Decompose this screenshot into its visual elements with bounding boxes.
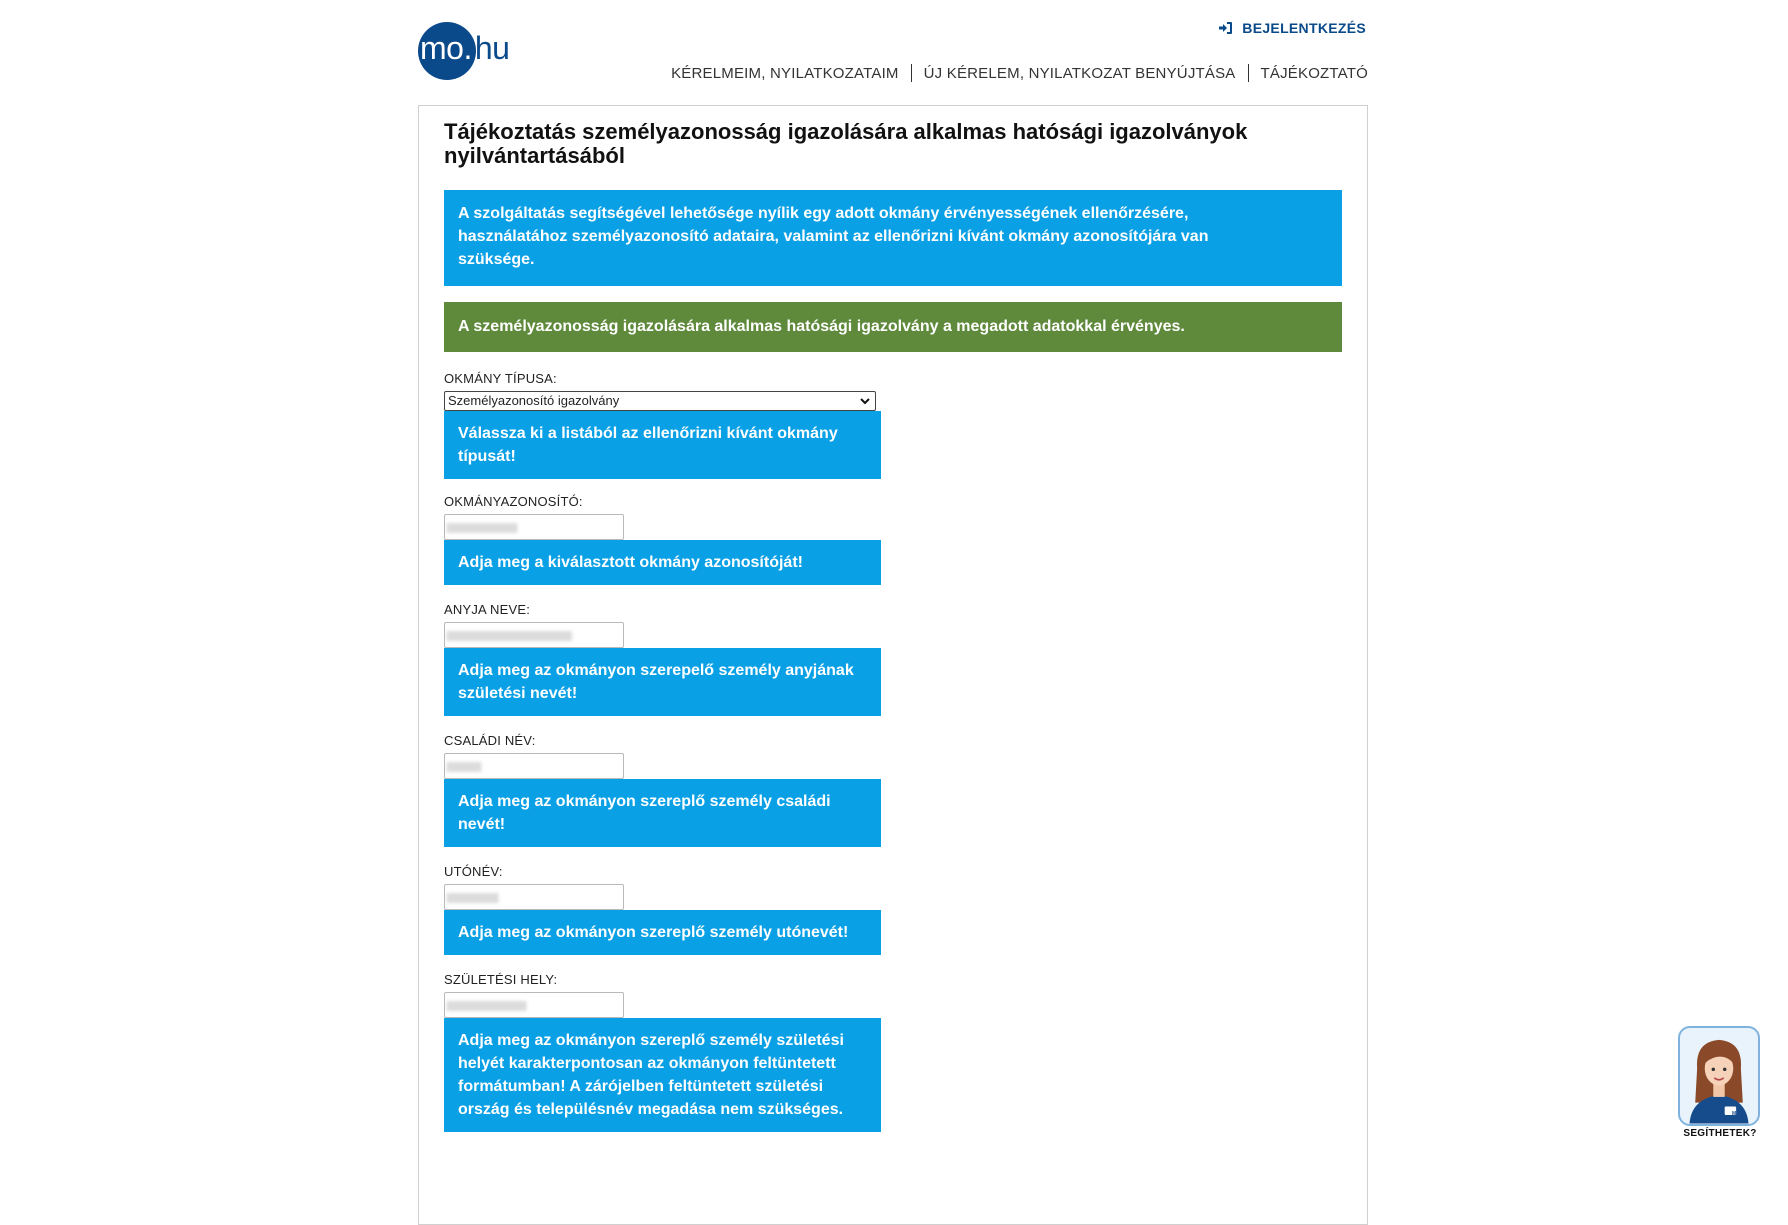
redacted-value: [447, 762, 481, 772]
doc-type-selected: Személyazonosító igazolvány: [448, 393, 620, 408]
doc-id-input[interactable]: [444, 514, 624, 540]
assistant-widget[interactable]: [1678, 1026, 1762, 1139]
family-name-input[interactable]: [444, 753, 624, 779]
redacted-value: [447, 631, 572, 641]
birth-place-label: SZÜLETÉSI HELY:: [444, 972, 558, 987]
site-logo[interactable]: [418, 22, 510, 80]
nav-separator: [1248, 64, 1249, 82]
birth-place-hint: Adja meg az okmányon szereplő személy születési helyét karakterpontosan az okmányon feltüntetett formátumban! A zárójelben feltüntetett születési ország és településnév megadása nem szükséges.: [444, 1018, 881, 1132]
nav-separator: [911, 64, 912, 82]
assistant-avatar: [1678, 1026, 1760, 1126]
doc-type-hint: Válassza ki a listából az ellenőrizni kívánt okmány típusát!: [444, 411, 881, 479]
page-title: Tájékoztatás személyazonosság igazolására alkalmas hatósági igazolványok nyilvántartásából: [444, 119, 1248, 168]
result-success-box: A személyazonosság igazolására alkalmas hatósági igazolvány a megadott adatokkal érvényes.: [444, 302, 1342, 352]
field-doc-type: [444, 370, 1342, 479]
mother-name-input[interactable]: [444, 622, 624, 648]
given-name-label: UTÓNÉV:: [444, 864, 503, 879]
doc-type-label: OKMÁNY TÍPUSA:: [444, 371, 557, 386]
field-birth-place: [444, 971, 1342, 1132]
assistant-badge: MA: [1732, 1111, 1740, 1117]
field-given-name: [444, 863, 1342, 955]
field-family-name: [444, 732, 1342, 847]
field-mother-name: [444, 601, 1342, 716]
doc-id-label: OKMÁNYAZONOSÍTÓ:: [444, 494, 583, 509]
mother-name-hint: Adja meg az okmányon szerepelő személy anyjának születési nevét!: [444, 648, 881, 716]
assistant-label: SEGÍTHETEK?: [1683, 1128, 1757, 1139]
top-navigation: [671, 64, 1368, 82]
birth-place-input[interactable]: [444, 992, 624, 1018]
family-name-hint: Adja meg az okmányon szereplő személy családi nevét!: [444, 779, 881, 847]
given-name-hint: Adja meg az okmányon szereplő személy utónevét!: [444, 910, 881, 955]
sign-in-icon: [1218, 20, 1234, 36]
logo-main: mo.: [420, 30, 472, 66]
nav-new-request[interactable]: ÚJ KÉRELEM, NYILATKOZAT BENYÚJTÁSA: [923, 64, 1236, 82]
login-link[interactable]: [1218, 20, 1366, 36]
logo-tld: hu: [474, 30, 510, 66]
redacted-value: [447, 1001, 527, 1011]
assistant-avatar-icon: [1680, 1028, 1758, 1124]
field-doc-id: [444, 493, 1342, 585]
intro-info-box: A szolgáltatás segítségével lehetősége nyílik egy adott okmány érvényességének ellenőrzésére, használatához személyazonosító adataira, valamint az ellenőrizni kívánt okmány azonosítójára van szüksége.: [444, 190, 1342, 286]
given-name-input[interactable]: [444, 884, 624, 910]
doc-id-hint: Adja meg a kiválasztott okmány azonosítóját!: [444, 540, 881, 585]
nav-my-requests[interactable]: KÉRELMEIM, NYILATKOZATAIM: [671, 64, 899, 82]
nav-information[interactable]: TÁJÉKOZTATÓ: [1260, 64, 1368, 82]
login-label: BEJELENTKEZÉS: [1242, 20, 1366, 36]
redacted-value: [447, 893, 499, 903]
main-card: [418, 105, 1368, 1225]
logo-text: [420, 30, 509, 67]
mother-name-label: ANYJA NEVE:: [444, 602, 531, 617]
chevron-down-icon: [858, 394, 872, 408]
family-name-label: CSALÁDI NÉV:: [444, 733, 536, 748]
doc-type-select[interactable]: [444, 391, 876, 411]
redacted-value: [447, 523, 517, 533]
